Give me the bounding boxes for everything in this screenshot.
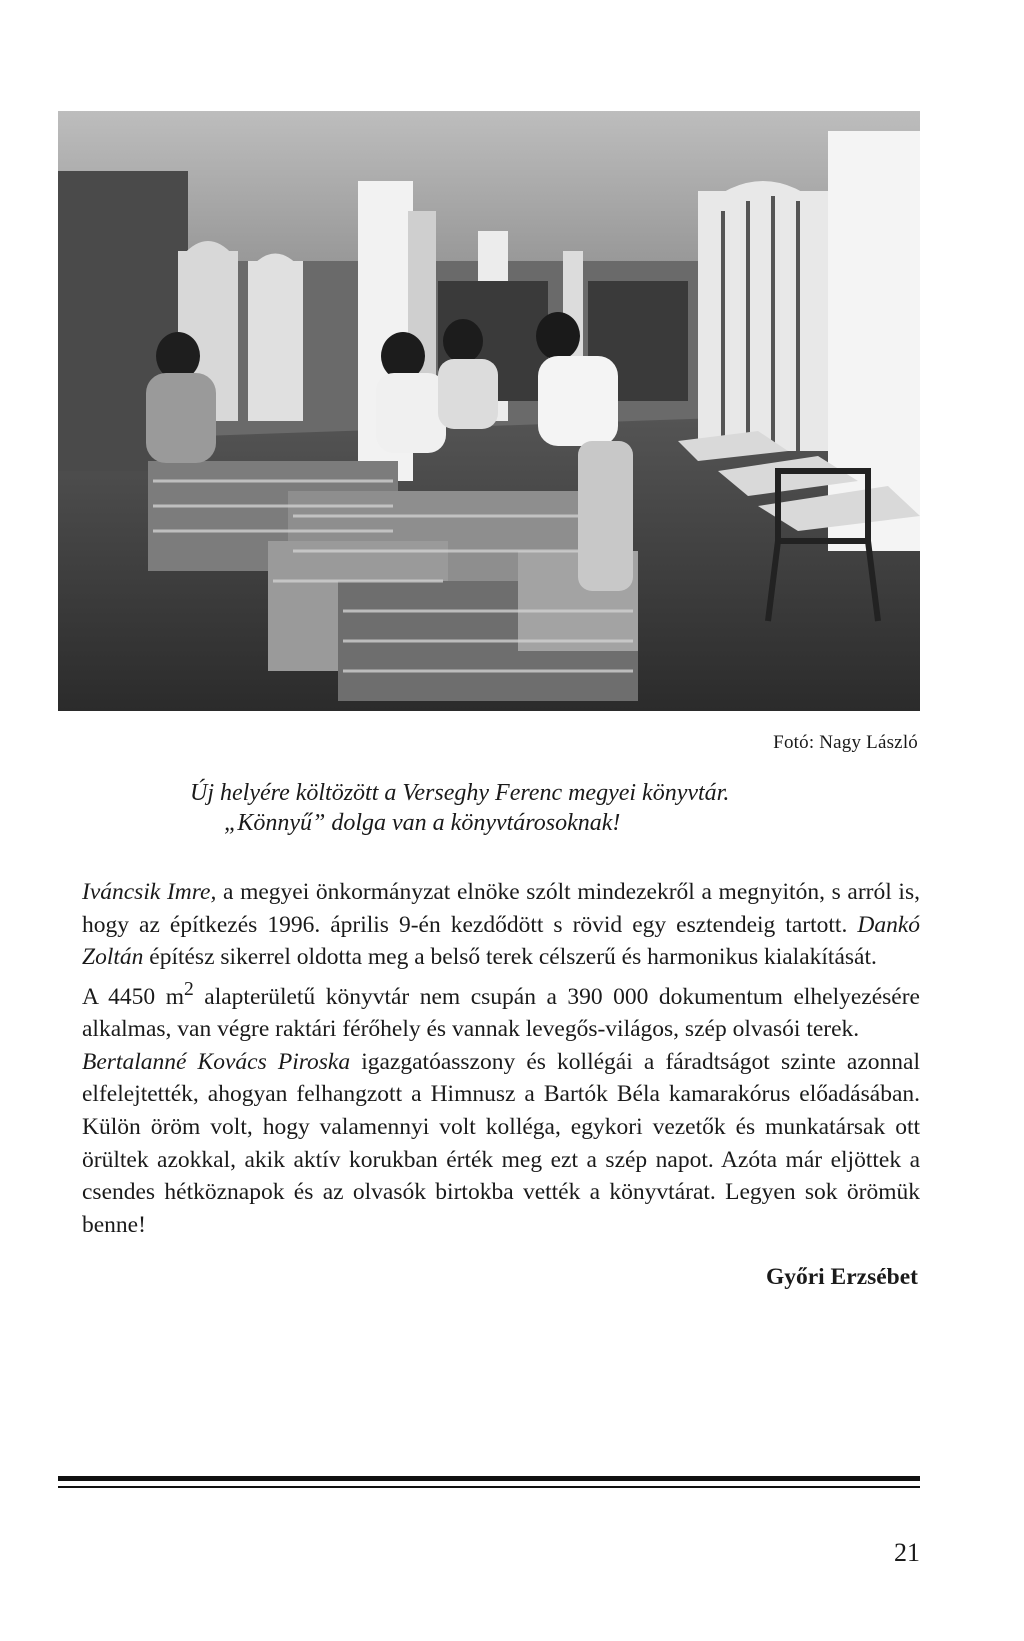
paragraph-2 xyxy=(82,974,920,1046)
person-name: Dankó Zoltán xyxy=(82,911,920,971)
paragraph-3 xyxy=(82,1046,920,1242)
footer-rule-thick xyxy=(58,1476,920,1481)
caption-line-1: Új helyére költözött a Verseghy Ferenc megyei könyvtár. xyxy=(190,780,730,806)
paragraph-text: igazgatóasszony és kollégái a fáradtságot szinte azonnal elfelejtették, ahogyan felhangzott a Himnusz a Bartók Béla kamarakórus előadásában. Külön öröm volt, hogy valamennyi volt kolléga, egykori vezetők és munkatársak ott örültek azokkal, akik aktív korukban érték meg ezt a szép napot. Azóta már eljöttek a csendes hétköznapok és az olvasók birtokba vették a könyvtárat. Legyen sok örömük benne! xyxy=(82,1048,920,1238)
photo-caption xyxy=(190,778,890,838)
photo-library-interior-icon xyxy=(58,111,920,711)
person-name: Bertalanné Kovács Piroska xyxy=(82,1048,351,1075)
person-name: Iváncsik Imre, xyxy=(82,879,217,905)
paragraph-text: építész sikerrel oldotta meg a belső terek célszerű és harmonikus kialakítását. xyxy=(143,944,877,971)
page-number: 21 xyxy=(894,1538,920,1567)
author-signature: Győri Erzsébet xyxy=(765,1264,918,1290)
paragraph-text: alapterületű könyvtár nem csupán a 390 000 dokumentum elhelyezésére alkalmas, van végre raktári férőhely és vannak levegős-világos, szép olvasói terek. xyxy=(82,983,920,1043)
paragraph-text: A 4450 m xyxy=(82,983,184,1010)
paragraph-1 xyxy=(82,876,920,974)
footer-rule-thin xyxy=(58,1486,920,1488)
library-photo xyxy=(58,111,920,711)
article-body xyxy=(82,876,920,1241)
paragraph-text: a megyei önkormányzat elnöke szólt mindezekről a megnyitón, s arról is, hogy az építkezés 1996. április 9-én kezdődött s rövid egy esztendeig tartott. xyxy=(82,879,920,938)
photo-credit: Fotó: Nagy László xyxy=(773,732,918,753)
superscript: 2 xyxy=(183,978,194,1000)
caption-line-2: „Könnyű” dolga van a könyvtárosoknak! xyxy=(224,810,621,836)
